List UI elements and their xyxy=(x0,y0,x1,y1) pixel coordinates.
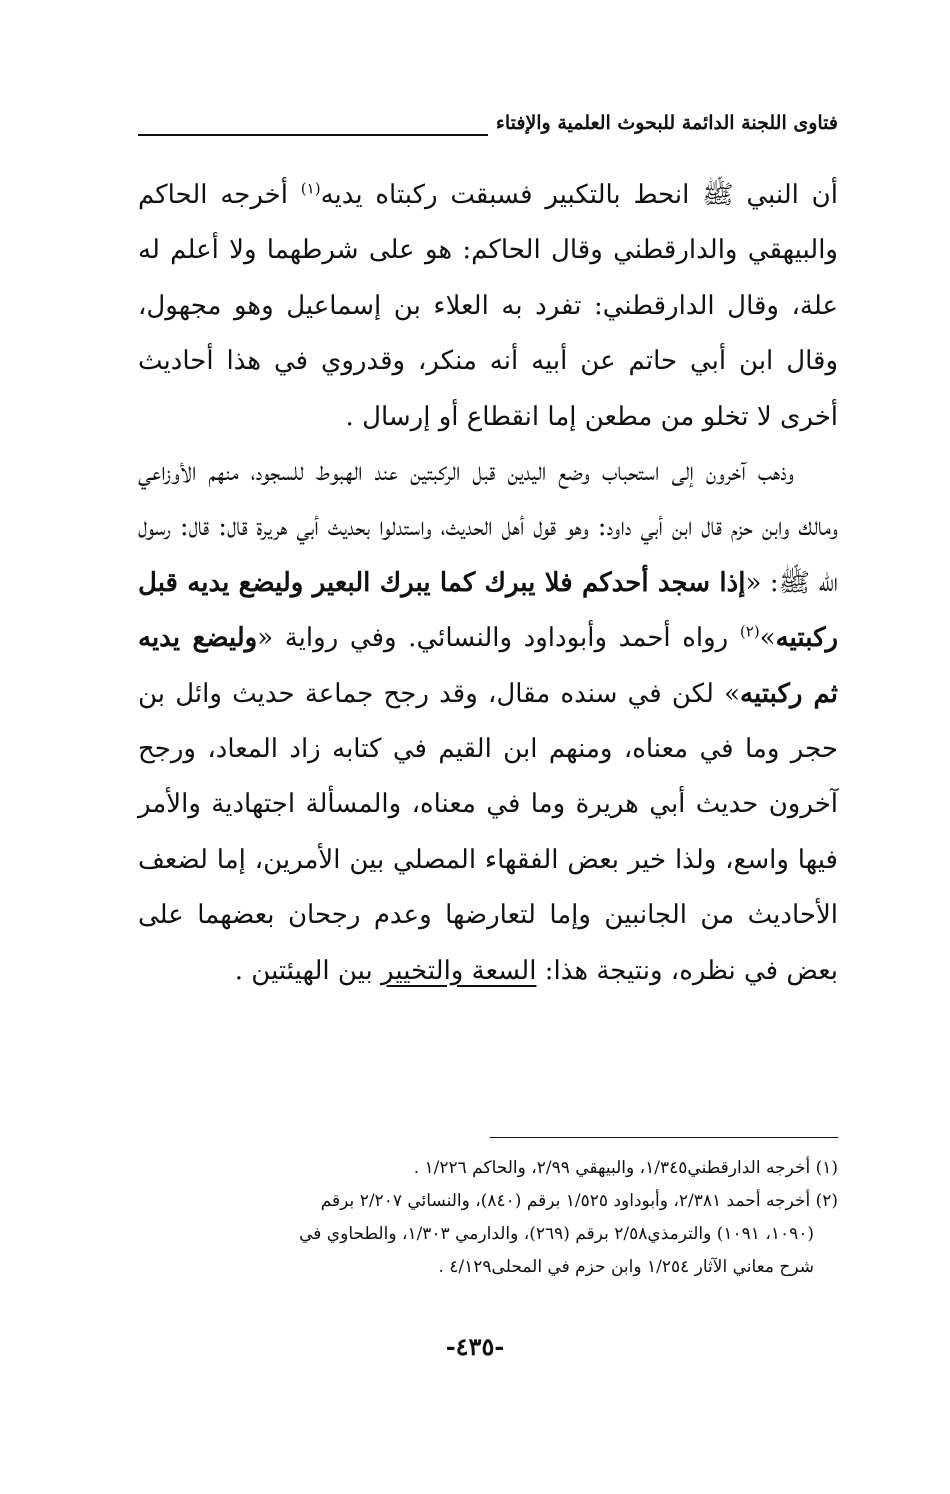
footnote-ref-1: (١) xyxy=(300,179,321,198)
hadith-text-1: إذا سجد أحدكم فلا يبرك كما يبرك البعير وليضع يديه قبل ركبتيه xyxy=(138,567,839,654)
underlined-phrase: السعة والتخيير xyxy=(381,955,537,986)
p1-text-a: أن النبي ﷺ انحط بالتكبير فسبقت ركبتاه يديه xyxy=(320,180,838,210)
paragraph-2 xyxy=(138,445,838,999)
footnote-2-line-3: شرح معاني الآثار ١/٢٥٤ وابن حزم في المحلى٤/١٢٩ . xyxy=(438,1257,814,1277)
p2-text-d: » لكن في سنده مقال، وقد رجح جماعة حديث وائل بن حجر وما في معناه، ومنهم ابن القيم في كتابه زاد المعاد، ورجح آخرون حديث أبي هريرة وما في معناه، والمسألة اجتهادية والأمر فيها واسع، ولذا خير بعض الفقهاء المصلي بين الأمرين، إما لضعف الأحاديث من الجانبين وإما لتعارضها وعدم رجحان بعضهما على بعض في نظره، ونتيجة هذا: xyxy=(138,678,838,986)
p2-text-e: بين الهيئتين . xyxy=(234,955,381,986)
hadith-text-2: وليضع يديه ثم ركبتيه xyxy=(138,623,838,709)
footnote-2-line-1: (٢) أخرجه أحمد ٢/٣٨١، وأبوداود ١/٥٢٥ برقم (٨٤٠)، والنسائي ٢/٢٠٧ برقم xyxy=(320,1191,838,1211)
header-rule xyxy=(138,134,488,136)
p2-text-b: » xyxy=(759,623,776,654)
p2-text-a: وذهب آخرون إلى استحباب وضع اليدين قبل الركبتين عند الهبوط للسجود، منهم الأوزاعي ومالك وابن حزم قال ابن أبي داود: وهو قول أهل الحديث، واستدلوا بحديث أبي هريرة قال: قال: رسول الله ﷺ: « xyxy=(138,457,838,598)
footnotes xyxy=(138,1152,838,1284)
footnote-2-line-2: (١٠٩٠، ١٠٩١) والترمذي٢/٥٨ برقم (٢٦٩)، والدارمي ١/٣٠٣، والطحاوي في xyxy=(299,1224,814,1244)
main-text xyxy=(138,168,838,999)
page-number: -٤٣٥- xyxy=(445,1332,505,1361)
header-title: فتاوى اللجنة الدائمة للبحوث العلمية والإفتاء xyxy=(495,112,838,134)
footnote-1: (١) أخرجه الدارقطني١/٣٤٥، والبيهقي ٢/٩٩، والحاكم ١/٢٢٦ . xyxy=(413,1158,838,1178)
p2-text-c: رواه أحمد وأبوداود والنسائي. وفي رواية « xyxy=(257,623,740,654)
paragraph-1 xyxy=(138,168,838,445)
footnote-ref-2: (٢) xyxy=(739,622,760,641)
p1-text-b: أخرجه الحاكم والبيهقي والدارقطني وقال الحاكم: هو على شرطهما ولا أعلم له علة، وقال الدارقطني: تفرد به العلاء بن إسماعيل وهو مجهول، وقال ابن أبي حاتم عن أبيه أنه منكر، وقدروي في هذا أحاديث أخرى لا تخلو من مطعن إما انقطاع أو إرسال . xyxy=(138,180,838,432)
footnote-rule xyxy=(490,1137,838,1138)
running-header xyxy=(138,112,838,146)
